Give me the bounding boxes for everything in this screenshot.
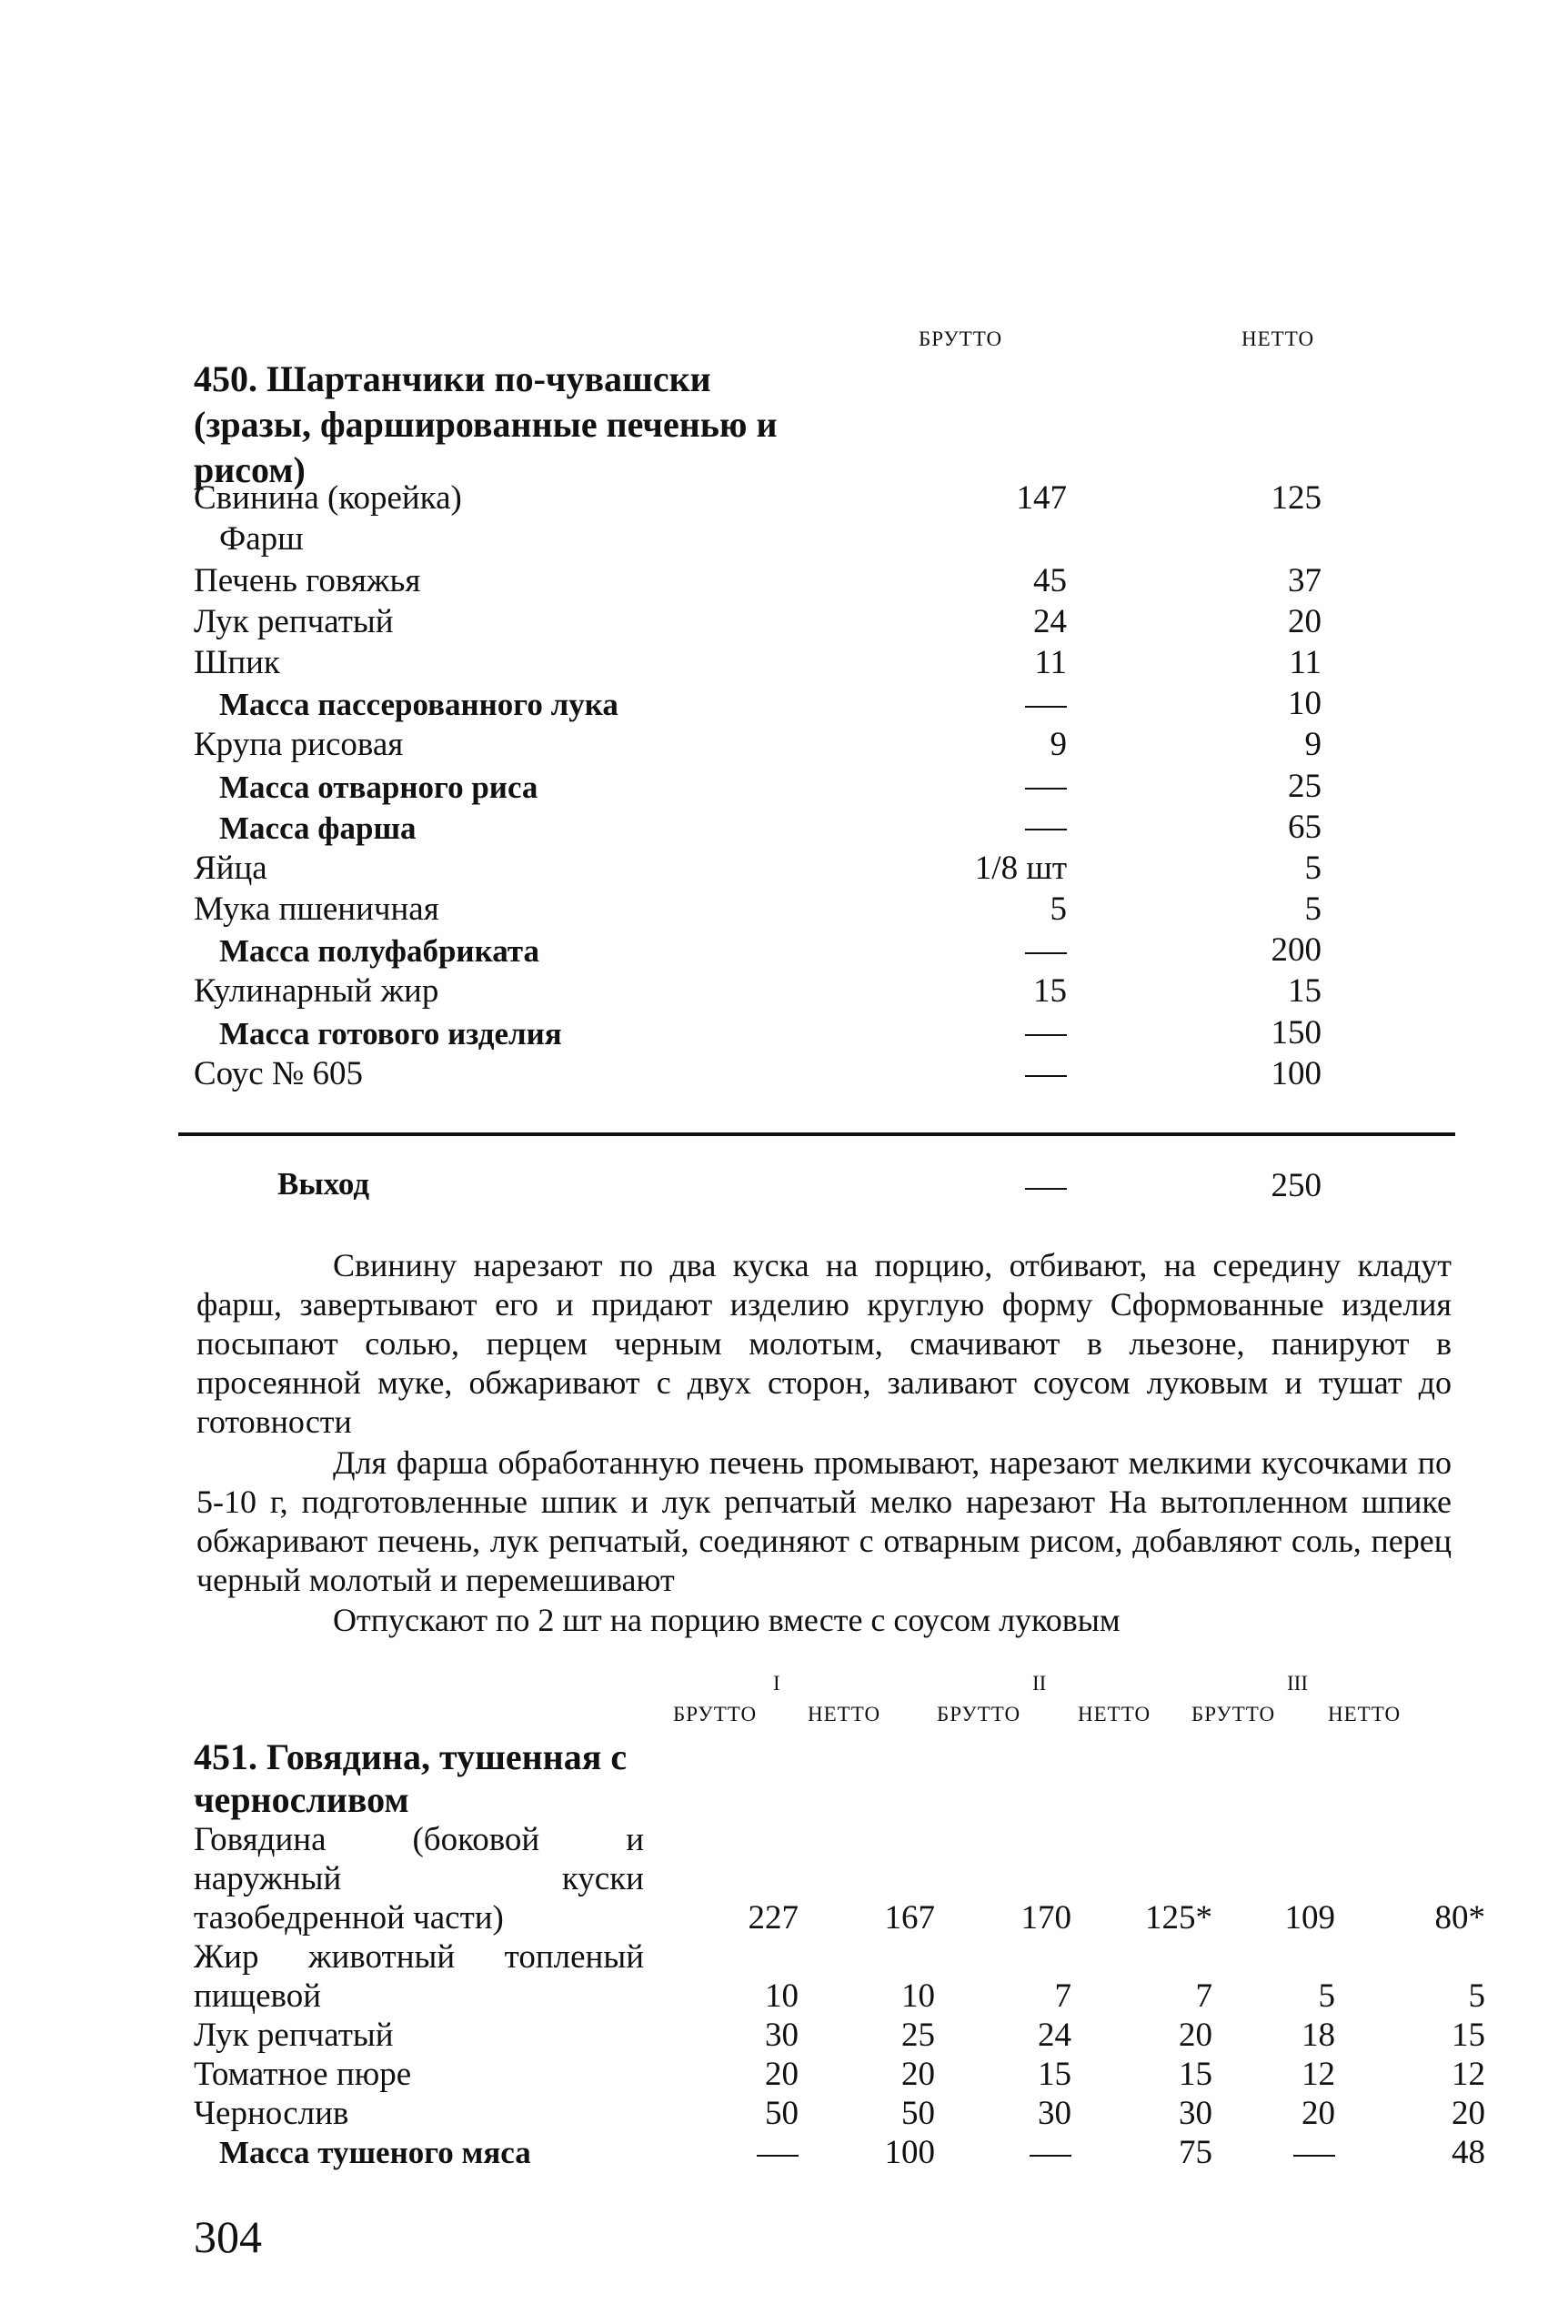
ingredient-value: 12 bbox=[1302, 2056, 1335, 2093]
ingredient-value: 25 bbox=[901, 2017, 935, 2054]
ingredient-netto: 15 bbox=[1288, 972, 1322, 1011]
column-header-brutto: БРУТТО bbox=[919, 327, 1003, 350]
ingredient-brutto bbox=[903, 684, 1067, 723]
ingredient-netto: 65 bbox=[1288, 808, 1322, 846]
ingredient-row bbox=[194, 767, 1467, 810]
ingredient-row bbox=[194, 479, 1467, 523]
ingredient-value: 20 bbox=[901, 2056, 935, 2093]
ingredient-row bbox=[194, 685, 1467, 729]
ingredient-row bbox=[194, 1013, 1467, 1057]
ingredient-value: 75 bbox=[1179, 2134, 1212, 2171]
ingredient-brutto: 1/8 шт bbox=[974, 849, 1067, 887]
ingredient-netto: 37 bbox=[1288, 561, 1322, 599]
ingredient-value: 24 bbox=[1038, 2017, 1071, 2054]
ingredient-brutto: 11 bbox=[1034, 643, 1067, 681]
group-label-1: I bbox=[773, 1672, 780, 1695]
ingredient-name: Масса фарша bbox=[219, 810, 417, 846]
ingredient-name: Говядина (боковой и наружный куски тазобедренной части) bbox=[194, 1821, 644, 1937]
ingredient-row bbox=[194, 808, 1467, 852]
ingredient-name: Фарш bbox=[219, 520, 304, 558]
ingredient-brutto bbox=[903, 1054, 1067, 1093]
method-paragraph-3: Отпускают по 2 шт на порцию вместе с соусом луковым bbox=[333, 1602, 1121, 1638]
ingredient-brutto bbox=[903, 767, 1067, 806]
column-header-netto-2: НЕТТО bbox=[1078, 1703, 1151, 1725]
recipe-450-ingredients-table bbox=[194, 479, 1467, 1099]
recipe-451-ingredients-table bbox=[194, 1821, 1485, 2176]
ingredient-value: 20 bbox=[1302, 2095, 1335, 2132]
ingredient-row bbox=[194, 1821, 1485, 1941]
yield-netto: 250 bbox=[1271, 1167, 1322, 1204]
ingredient-netto: 150 bbox=[1271, 1013, 1322, 1051]
method-paragraph-2: Для фарша обработанную печень промывают, нарезают мелкими кусочками по 5-10 г, подготовленные шпик и лук репчатый мелко нарезают На вытопленном шпике обжаривают печень, лук репчатый, соединяют с отварным рисом, добавляют соль, перец черный молотый и перемешивают bbox=[196, 1444, 1452, 1598]
ingredient-value: 10 bbox=[765, 1977, 799, 2015]
ingredient-value: 50 bbox=[901, 2095, 935, 2132]
ingredient-row bbox=[194, 2095, 1485, 2137]
ingredient-netto: 10 bbox=[1288, 685, 1322, 723]
recipe-450-title: 450. Шартанчики по-чувашски (зразы, фаршированные печенью и рисом) bbox=[194, 358, 778, 490]
ingredient-row bbox=[194, 1054, 1467, 1099]
ingredient-row bbox=[194, 931, 1467, 975]
ingredient-value: 125* bbox=[1145, 1899, 1212, 1937]
ingredient-value: 100 bbox=[884, 2134, 935, 2171]
ingredient-value: 15 bbox=[1452, 2017, 1485, 2054]
ingredient-row bbox=[194, 972, 1467, 1016]
ingredient-name: Чернослив bbox=[194, 2095, 349, 2132]
ingredient-name: Лук репчатый bbox=[194, 602, 394, 640]
ingredient-name: Шпик bbox=[194, 643, 280, 681]
ingredient-brutto: 5 bbox=[1050, 890, 1067, 929]
column-header-netto: НЕТТО bbox=[1241, 327, 1315, 350]
ingredient-brutto bbox=[903, 1013, 1067, 1052]
ingredient-value: 20 bbox=[1452, 2095, 1485, 2132]
ingredient-value: 7 bbox=[1195, 1977, 1212, 2015]
ingredient-netto: 25 bbox=[1288, 767, 1322, 805]
ingredient-netto: 11 bbox=[1289, 643, 1322, 681]
ingredient-brutto bbox=[903, 931, 1067, 970]
ingredient-value: 5 bbox=[1318, 1977, 1335, 2015]
ingredient-brutto: 45 bbox=[1033, 561, 1067, 599]
ingredient-name: Масса полуфабриката bbox=[219, 933, 539, 970]
ingredient-name: Печень говяжья bbox=[194, 561, 421, 599]
ingredient-netto: 20 bbox=[1288, 602, 1322, 640]
ingredient-row bbox=[194, 726, 1467, 770]
column-header-brutto-2: БРУТТО bbox=[937, 1703, 1021, 1725]
ingredient-netto: 100 bbox=[1271, 1054, 1322, 1092]
ingredient-row bbox=[194, 2019, 1485, 2058]
ingredient-value: 15 bbox=[1179, 2056, 1212, 2093]
column-header-netto-1: НЕТТО bbox=[808, 1703, 881, 1725]
ingredient-name: Мука пшеничная bbox=[194, 890, 439, 929]
method-paragraph-1: Свинину нарезают по два куска на порцию, отбивают, на середину кладут фарш, завертывают его и придают изделию круглую форму Сформованные изделия посыпают солью, перцем черным молотым, смачивают в льезоне, панируют в просеянной муке, обжаривают с двух сторон, заливают соусом луковым и тушат до готовности bbox=[196, 1247, 1452, 1440]
ingredient-name: Масса отварного риса bbox=[219, 769, 538, 805]
ingredient-value bbox=[962, 2133, 1071, 2172]
ingredient-value: 170 bbox=[1020, 1899, 1071, 1937]
group-label-3: III bbox=[1287, 1672, 1308, 1695]
ingredient-name: Лук репчатый bbox=[194, 2017, 394, 2054]
ingredient-name: Жир животный топленый пищевой bbox=[194, 1938, 644, 2015]
ingredient-row bbox=[194, 643, 1467, 688]
ingredient-value: 18 bbox=[1302, 2017, 1335, 2054]
ingredient-value: 30 bbox=[1179, 2095, 1212, 2132]
ingredient-value: 48 bbox=[1452, 2134, 1485, 2171]
ingredient-value: 12 bbox=[1452, 2056, 1485, 2093]
ingredient-brutto: 15 bbox=[1033, 972, 1067, 1011]
column-header-netto-3: НЕТТО bbox=[1328, 1703, 1402, 1725]
ingredient-row bbox=[194, 890, 1467, 934]
ingredient-row bbox=[194, 520, 1467, 564]
ingredient-value: 20 bbox=[765, 2056, 799, 2093]
ingredient-value bbox=[1226, 2133, 1335, 2172]
ingredient-name: Соус № 605 bbox=[194, 1054, 363, 1092]
ingredient-name: Масса тушеного мяса bbox=[219, 2135, 531, 2170]
ingredient-value: 167 bbox=[884, 1899, 935, 1937]
ingredient-value: 109 bbox=[1284, 1899, 1335, 1937]
ingredient-name: Масса пассерованного лука bbox=[219, 687, 618, 723]
ingredient-row bbox=[194, 849, 1467, 893]
yield-label: Выход bbox=[277, 1166, 370, 1202]
recipe-451-title: 451. Говядина, тушенная с черносливом bbox=[194, 1736, 628, 1820]
ingredient-netto: 5 bbox=[1304, 890, 1322, 929]
ingredient-value: 15 bbox=[1038, 2056, 1071, 2093]
ingredient-value: 5 bbox=[1468, 1977, 1485, 2015]
ingredient-name: Кулинарный жир bbox=[194, 972, 439, 1011]
ingredient-name: Томатное пюре bbox=[194, 2056, 412, 2093]
ingredient-brutto: 9 bbox=[1050, 726, 1067, 764]
ingredient-value bbox=[689, 2133, 799, 2172]
ingredient-brutto bbox=[903, 808, 1067, 847]
ingredient-brutto: 24 bbox=[1033, 602, 1067, 640]
divider-line bbox=[178, 1132, 1455, 1136]
ingredient-row bbox=[194, 561, 1467, 605]
ingredient-value: 7 bbox=[1054, 1977, 1071, 2015]
ingredient-name: Яйца bbox=[194, 849, 267, 887]
ingredient-name: Масса готового изделия bbox=[219, 1015, 562, 1051]
ingredient-row bbox=[194, 2134, 1485, 2176]
ingredient-brutto: 147 bbox=[1016, 479, 1067, 518]
page-number: 304 bbox=[194, 2211, 262, 2262]
ingredient-value: 227 bbox=[748, 1899, 799, 1937]
ingredient-value: 30 bbox=[765, 2017, 799, 2054]
ingredient-value: 50 bbox=[765, 2095, 799, 2132]
ingredient-netto: 200 bbox=[1271, 931, 1322, 970]
ingredient-netto: 125 bbox=[1271, 479, 1322, 518]
ingredient-value: 20 bbox=[1179, 2017, 1212, 2054]
ingredient-value: 80* bbox=[1434, 1899, 1485, 1937]
ingredient-netto: 5 bbox=[1304, 849, 1322, 887]
ingredient-row bbox=[194, 2058, 1485, 2098]
ingredient-value: 10 bbox=[901, 1977, 935, 2015]
ingredient-name: Свинина (корейка) bbox=[194, 479, 462, 518]
ingredient-value: 30 bbox=[1038, 2095, 1071, 2132]
column-header-brutto-3: БРУТТО bbox=[1191, 1703, 1276, 1725]
ingredient-name: Крупа рисовая bbox=[194, 726, 404, 764]
column-header-brutto-1: БРУТТО bbox=[673, 1703, 758, 1725]
group-label-2: II bbox=[1032, 1672, 1047, 1695]
ingredient-row bbox=[194, 602, 1467, 647]
yield-brutto bbox=[903, 1166, 1067, 1205]
ingredient-netto: 9 bbox=[1304, 726, 1322, 764]
ingredient-row bbox=[194, 1938, 1485, 2019]
